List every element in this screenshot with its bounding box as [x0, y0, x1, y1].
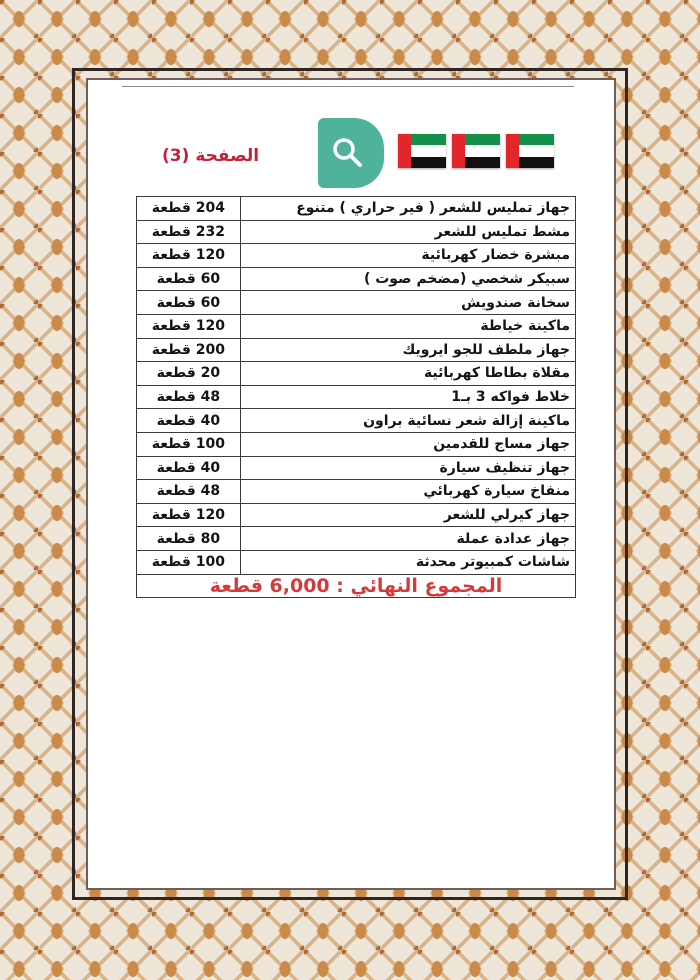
- item-quantity: 200 قطعة: [137, 338, 241, 362]
- item-quantity: 48 قطعة: [137, 385, 241, 409]
- item-name: منفاخ سيارة كهربائي: [240, 480, 575, 504]
- table-row: [137, 362, 576, 386]
- uae-flag-icon: [506, 134, 554, 168]
- item-name: مقلاة بطاطا كهربائية: [240, 362, 575, 386]
- item-quantity: 20 قطعة: [137, 362, 241, 386]
- item-quantity: 232 قطعة: [137, 220, 241, 244]
- page-title: الصفحة (3): [162, 146, 260, 166]
- item-name: جهاز تمليس للشعر ( فير حراري ) متنوع: [240, 197, 575, 221]
- item-name: جهاز عدادة عملة: [240, 527, 575, 551]
- table-row: [137, 456, 576, 480]
- item-quantity: 120 قطعة: [137, 244, 241, 268]
- table-row: [137, 503, 576, 527]
- item-quantity: 80 قطعة: [137, 527, 241, 551]
- table-row: [137, 480, 576, 504]
- table-row: [137, 385, 576, 409]
- table-row: [137, 409, 576, 433]
- table-row: [137, 432, 576, 456]
- table-row: [137, 220, 576, 244]
- table-row: [137, 197, 576, 221]
- item-quantity: 40 قطعة: [137, 409, 241, 433]
- table-row: [137, 244, 576, 268]
- top-rule: [122, 86, 574, 87]
- item-name: جهاز مساج للقدمين: [240, 432, 575, 456]
- table-row: [137, 291, 576, 315]
- search-icon: [330, 135, 366, 171]
- item-name: جهاز تنظيف سيارة: [240, 456, 575, 480]
- search-button[interactable]: [318, 118, 384, 188]
- total-row: [137, 574, 576, 598]
- table-row: [137, 338, 576, 362]
- item-quantity: 120 قطعة: [137, 314, 241, 338]
- item-quantity: 60 قطعة: [137, 267, 241, 291]
- uae-flag-icon: [452, 134, 500, 168]
- uae-flags: [398, 134, 554, 168]
- item-name: سخانة صندويش: [240, 291, 575, 315]
- item-name: مبشرة خضار كهربائية: [240, 244, 575, 268]
- item-name: مشط تمليس للشعر: [240, 220, 575, 244]
- item-quantity: 48 قطعة: [137, 480, 241, 504]
- items-table: [136, 196, 576, 598]
- table-row: [137, 527, 576, 551]
- item-name: ماكينة إزالة شعر نسائية براون: [240, 409, 575, 433]
- table-row: [137, 314, 576, 338]
- table-row: [137, 550, 576, 574]
- uae-flag-icon: [398, 134, 446, 168]
- item-quantity: 100 قطعة: [137, 432, 241, 456]
- item-name: سبيكر شخصي (مضخم صوت ): [240, 267, 575, 291]
- grand-total: المجموع النهائي : 6,000 قطعة: [137, 574, 576, 598]
- table-row: [137, 267, 576, 291]
- item-quantity: 204 قطعة: [137, 197, 241, 221]
- item-quantity: 100 قطعة: [137, 550, 241, 574]
- item-name: ماكينة خياطة: [240, 314, 575, 338]
- item-quantity: 120 قطعة: [137, 503, 241, 527]
- item-name: جهاز كيرلي للشعر: [240, 503, 575, 527]
- item-name: خلاط فواكه 3 بـ1: [240, 385, 575, 409]
- item-quantity: 60 قطعة: [137, 291, 241, 315]
- item-name: جهاز ملطف للجو ايرويك: [240, 338, 575, 362]
- item-name: شاشات كمبيوتر محدثة: [240, 550, 575, 574]
- item-quantity: 40 قطعة: [137, 456, 241, 480]
